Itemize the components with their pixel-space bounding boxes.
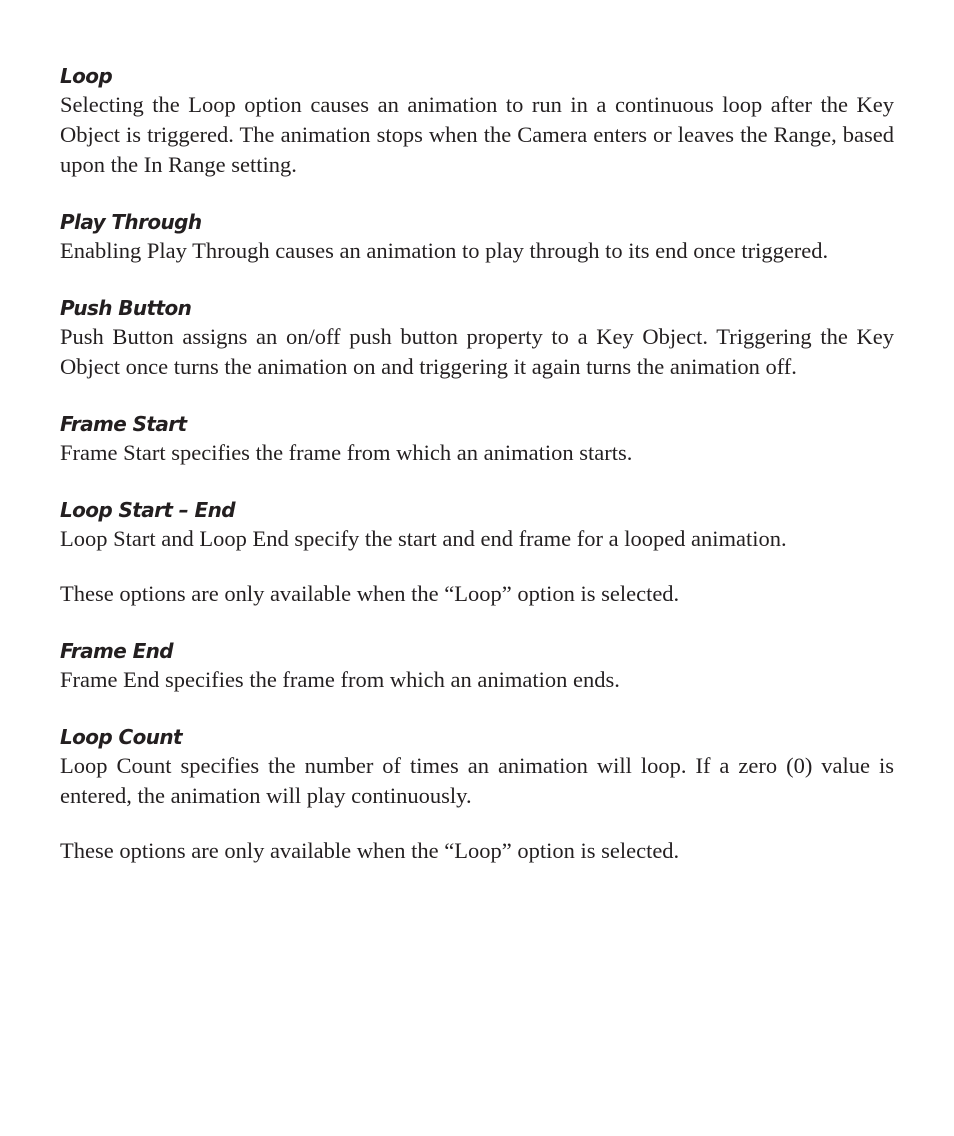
section-heading: Loop Count (60, 725, 182, 749)
section-paragraph: Push Button assigns an on/off push button property to a Key Object. Triggering the Key Object once turns the animation on and triggering it again turns the animation off. (60, 324, 894, 379)
document-page (60, 62, 894, 866)
section-push-button (60, 294, 894, 382)
section-heading: Frame End (60, 639, 174, 663)
section-heading: Push Button (60, 296, 192, 320)
section-heading: Play Through (60, 210, 202, 234)
section-play-through (60, 208, 894, 266)
section-note: These options are only available when the “Loop” option is selected. (60, 838, 680, 863)
section-paragraph: Enabling Play Through causes an animation to play through to its end once triggered. (60, 238, 829, 263)
section-note: These options are only available when the “Loop” option is selected. (60, 581, 680, 606)
section-paragraph: Frame Start specifies the frame from which an animation starts. (60, 440, 633, 465)
section-frame-end (60, 637, 894, 695)
section-frame-start (60, 410, 894, 468)
section-paragraph: Loop Count specifies the number of times an animation will loop. If a zero (0) value is entered, the animation will play continuously. (60, 753, 894, 808)
section-loop (60, 62, 894, 180)
section-loop-count (60, 723, 894, 866)
section-loop-start-end (60, 496, 894, 609)
section-paragraph: Frame End specifies the frame from which an animation ends. (60, 667, 620, 692)
section-heading: Loop Start – End (60, 498, 235, 522)
section-paragraph: Loop Start and Loop End specify the start and end frame for a looped animation. (60, 526, 787, 551)
section-heading: Frame Start (60, 412, 187, 436)
section-heading: Loop (60, 64, 113, 88)
section-paragraph: Selecting the Loop option causes an animation to run in a continuous loop after the Key Object is triggered. The animation stops when the Camera enters or leaves the Range, based upon the In Range setting. (60, 92, 894, 177)
